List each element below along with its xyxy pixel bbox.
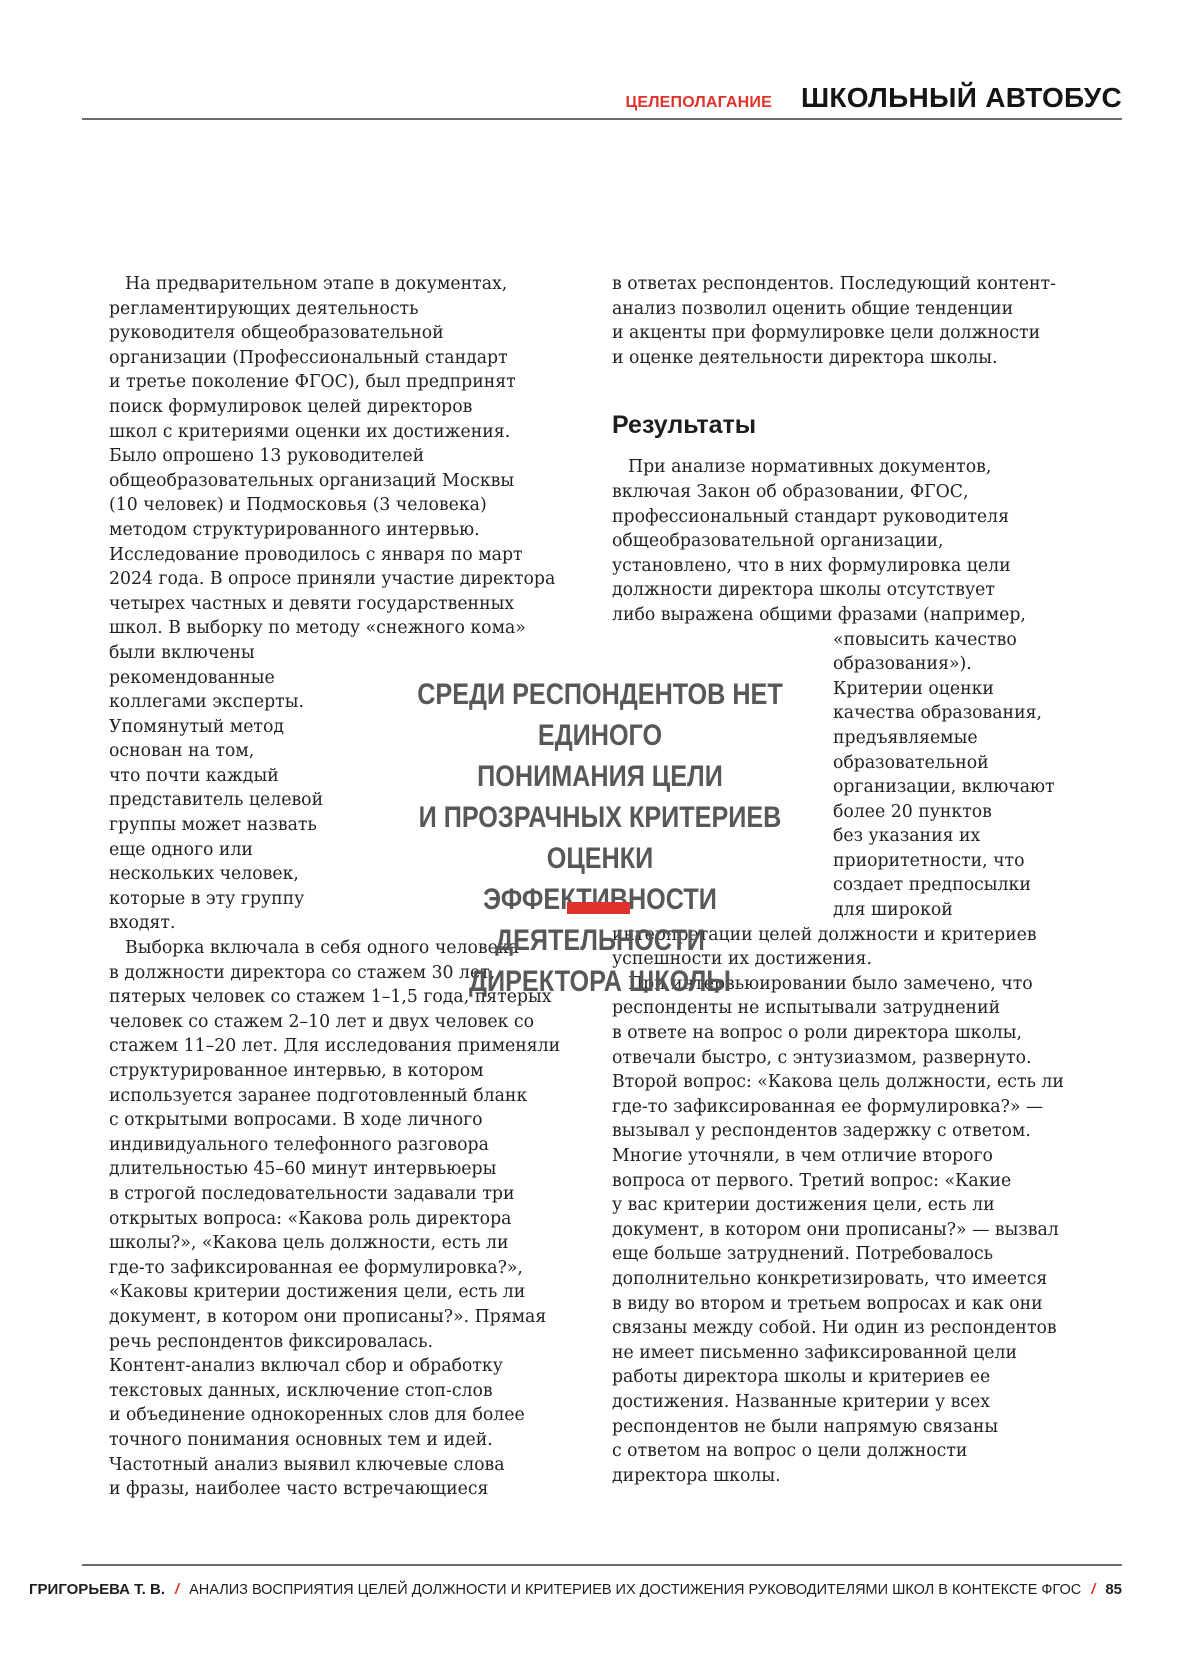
text-line: еще одного или [109,840,253,860]
text-line: без указания их [612,824,980,849]
text-line: точного понимания основных тем и идей. [109,1430,493,1450]
text-line: еще больше затруднений. Потребовалось [612,1244,993,1264]
text-line: где-то зафиксированная ее формулировка?», [109,1258,523,1278]
footer-author: ГРИГОРЬЕВА Т. В. [29,1581,165,1598]
text-line: школ. В выборку по методу «снежного кома» [109,618,526,638]
footer-separator: / [1091,1582,1095,1598]
footer-separator: / [175,1582,179,1598]
text-line: При интервьюировании было замечено, что [628,974,1033,994]
text-line: и акценты при формулировке цели должности [612,323,1040,343]
text-line: в ответе на вопрос о роли директора школы, [612,1023,1022,1043]
text-line: анализ позволил оценить общие тенденции [612,299,1013,319]
text-line: Многие уточняли, в чем отличие второго [612,1146,993,1166]
text-line: школ с критериями оценки их достижения. [109,422,510,442]
text-line: представитель целевой [109,790,323,810]
text-line: приоритетности, что [612,849,1025,874]
text-line: человек со стажем 2–10 лет и двух человек со [109,1012,534,1032]
text-line: входят. [109,913,175,933]
journal-title: ШКОЛЬНЫЙ АВТОБУС [801,82,1122,114]
text-line: установлено, что в них формулировка цели [612,556,1011,576]
text-line: (10 человек) и Подмосковья (3 человека) [109,495,487,515]
text-line: либо выражена общими фразами (например, [612,605,1026,625]
text-line: Контент-анализ включал сбор и обработку [109,1356,503,1376]
left-paragraph-2 [109,936,579,1502]
page-number: 85 [1105,1581,1122,1598]
text-line: респонденты не испытывали затруднений [612,998,1000,1018]
text-line: Второй вопрос: «Какова цель должности, есть ли [612,1072,1064,1092]
text-line: в виду во втором и третьем вопросах и как они [612,1294,1043,1314]
text-line: интерпретации целей должности и критериев [612,925,1037,945]
footer-divider [82,1564,1122,1566]
footer-article-title: АНАЛИЗ ВОСПРИЯТИЯ ЦЕЛЕЙ ДОЛЖНОСТИ И КРИТЕРИЕВ ИХ ДОСТИЖЕНИЯ РУКОВОДИТЕЛЯМИ ШКОЛ В КОНТЕКСТЕ ФГОС [189,1582,1081,1598]
text-line: 2024 года. В опросе приняли участие директора [109,569,555,589]
text-line: качества образования, [612,701,1042,726]
text-line: Критерии оценки [612,677,994,702]
text-line: Исследование проводилось с января по март [109,545,523,565]
right-paragraph-0 [612,272,1092,370]
text-line: с ответом на вопрос о цели должности [612,1441,967,1461]
text-line: не имеет письменно зафиксированной цели [612,1343,1017,1363]
text-line: предъявляемые [612,726,978,751]
text-line: и объединение однокоренных слов для более [109,1405,525,1425]
text-line: образовательной [612,751,989,776]
pull-quote-accent-bar [567,902,630,914]
page-footer [29,1581,1122,1598]
text-line: документ, в котором они прописаны?». Прямая [109,1307,546,1327]
text-line: более 20 пунктов [612,800,992,825]
text-line: Частотный анализ выявил ключевые слова [109,1455,505,1475]
text-line: поиск формулировок целей директоров [109,397,472,417]
text-line: Выборка включала в себя одного человека [125,938,519,958]
text-line: «повысить качество [612,628,1017,653]
text-line: вызывал у респондентов задержку с ответом. [612,1121,1031,1141]
text-line: у вас критерии достижения цели, есть ли [612,1195,995,1215]
text-line: с открытыми вопросами. В ходе личного [109,1110,483,1130]
text-line: включая Закон об образовании, ФГОС, [612,482,969,502]
text-line: методом структурированного интервью. [109,520,480,540]
text-line: длительностью 45–60 минут интервьюеры [109,1159,496,1179]
pull-quote-line: ЭФФЕКТИВНОСТИ ДЕЯТЕЛЬНОСТИ [415,879,785,961]
text-line: «Каковы критерии достижения цели, есть ли [109,1282,525,1302]
text-line: образования»). [612,652,972,677]
text-line: где-то зафиксированная ее формулировка?» — [612,1097,1043,1117]
text-line: структурированное интервью, в котором [109,1061,484,1081]
text-line: достижения. Названные критерии у всех [612,1392,990,1412]
text-line: пятерых человек со стажем 1–1,5 года, пятерых [109,987,552,1007]
text-line: отвечали быстро, с энтузиазмом, развернуто. [612,1048,1031,1068]
text-line: группы может назвать [109,815,317,835]
text-line: используется заранее подготовленный бланк [109,1086,527,1106]
text-line: профессиональный стандарт руководителя [612,507,1009,527]
right-paragraph-2 [612,972,1092,1488]
text-line: При анализе нормативных документов, [628,457,991,477]
text-line: руководителя общеобразовательной [109,323,444,343]
text-line: организации (Профессиональный стандарт [109,348,508,368]
text-line: в строгой последовательности задавали три [109,1184,514,1204]
text-line: для широкой [612,898,953,923]
text-line: Упомянутый метод [109,717,284,737]
section-label: ЦЕЛЕПОЛАГАНИЕ [625,94,772,112]
page-header [82,78,1122,120]
text-line: и оценке деятельности директора школы. [612,348,997,368]
text-line: которые в эту группу [109,889,304,909]
text-line: нескольких человек, [109,864,299,884]
text-line: работы директора школы и критериев ее [612,1367,990,1387]
pull-quote-line: ПОНИМАНИЯ ЦЕЛИ [415,756,785,797]
text-line: коллегами эксперты. [109,692,304,712]
text-line: четырех частных и девяти государственных [109,594,514,614]
text-line: связаны между собой. Ни один из респондентов [612,1318,1057,1338]
text-line: что почти каждый [109,766,279,786]
text-line: На предварительном этапе в документах, [125,274,507,294]
text-line: документ, в котором они прописаны?» — вызвал [612,1220,1059,1240]
text-line: Было опрошено 13 руководителей [109,446,424,466]
text-line: рекомендованные [109,668,275,688]
text-line: текстовых данных, исключение стоп-слов [109,1381,493,1401]
text-line: дополнительно конкретизировать, что имеется [612,1269,1047,1289]
text-line: должности директора школы отсутствует [612,580,995,600]
pull-quote-line: СРЕДИ РЕСПОНДЕНТОВ НЕТ ЕДИНОГО [415,674,785,756]
text-line: успешности их достижения. [612,949,872,969]
text-line: в должности директора со стажем 30 лет, [109,963,495,983]
text-line: организации, включают [612,775,1055,800]
text-line: вопроса от первого. Третий вопрос: «Какие [612,1171,1011,1191]
text-line: общеобразовательных организаций Москвы [109,471,514,491]
text-line: общеобразовательной организации, [612,531,943,551]
text-line: открытых вопроса: «Какова роль директора [109,1209,511,1229]
text-line: и фразы, наиболее часто встречающиеся [109,1479,488,1499]
text-line: в ответах респондентов. Последующий контент- [612,274,1056,294]
text-line: создает предпосылки [612,873,1031,898]
text-line: и третье поколение ФГОС), был предпринят [109,372,516,392]
text-line: речь респондентов фиксировалась. [109,1332,433,1352]
pull-quote-line: И ПРОЗРАЧНЫХ КРИТЕРИЕВ ОЦЕНКИ [415,797,785,879]
text-line: респондентов не были напрямую связаны [612,1417,998,1437]
text-line: директора школы. [612,1466,781,1486]
pull-quote [415,674,785,1002]
pull-quote-line: ДИРЕКТОРА ШКОЛЫ [415,961,785,1002]
text-line: индивидуального телефонного разговора [109,1135,489,1155]
results-heading: Результаты [612,410,1092,440]
text-line: основан на том, [109,741,254,761]
text-line: были включены [109,643,255,663]
text-line: регламентирующих деятельность [109,299,419,319]
text-line: стажем 11–20 лет. Для исследования применяли [109,1036,560,1056]
text-line: школы?», «Какова цель должности, есть ли [109,1233,508,1253]
